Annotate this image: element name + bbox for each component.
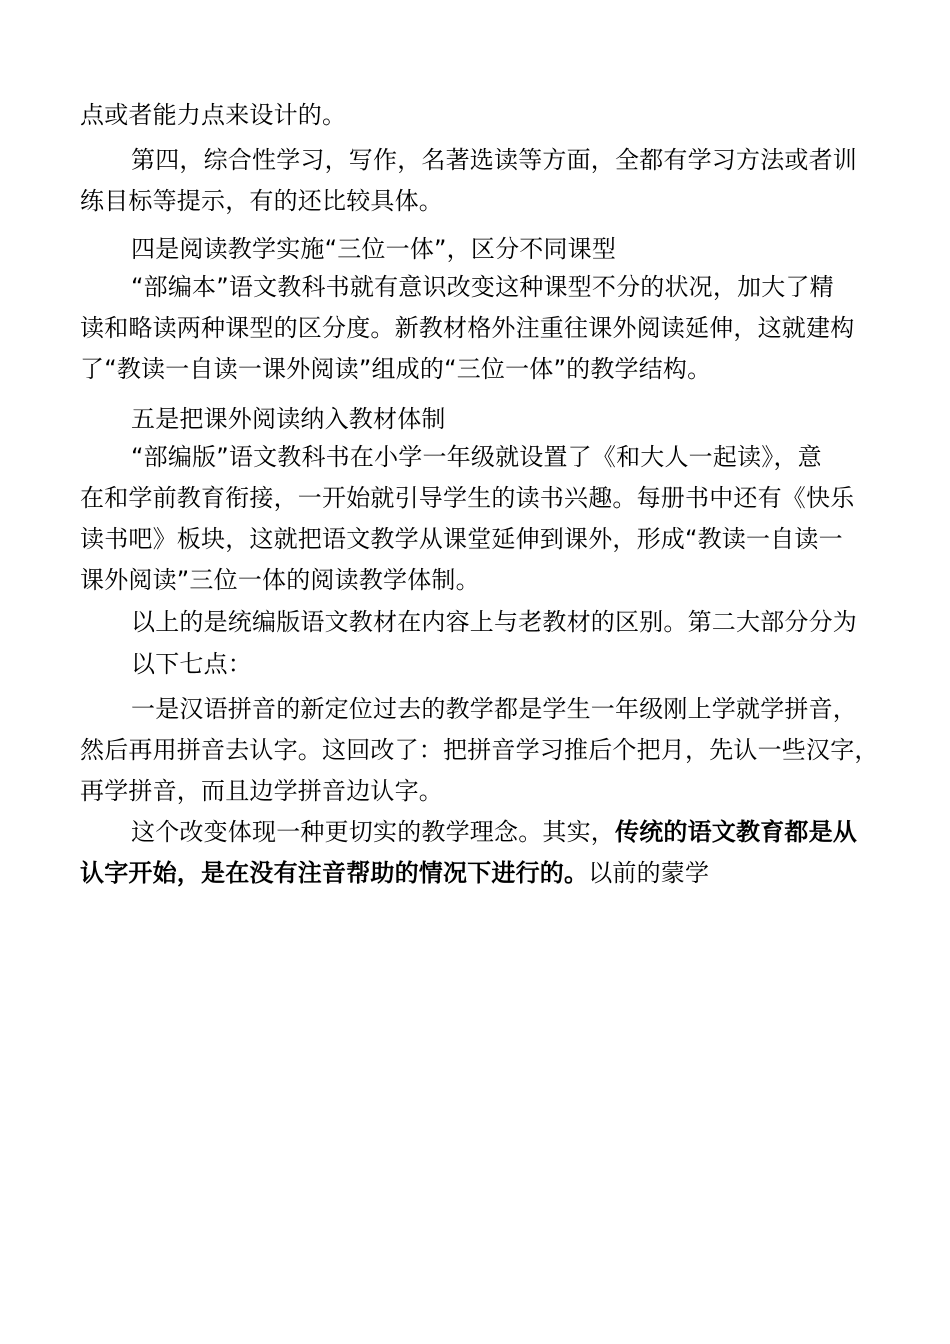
paragraph-line: “部编本”语文教科书就有意识改变这种课型不分的状况，加大了精 [131, 273, 834, 301]
paragraph-line: 以下七点： [131, 650, 252, 678]
paragraph-line: 了“教读一自读一课外阅读”组成的“三位一体”的教学结构。 [80, 355, 712, 383]
section-heading: 四是阅读教学实施“三位一体”，区分不同课型 [131, 235, 617, 263]
paragraph-line: 第四，综合性学习，写作，名著选读等方面，全都有学习方法或者训 [131, 146, 857, 174]
bold-text: 传统的语文教育都是从 [615, 818, 857, 846]
paragraph-line: 读和略读两种课型的区分度。新教材格外注重往课外阅读延伸，这就建构 [80, 314, 855, 342]
normal-text: 以前的蒙学 [588, 859, 710, 887]
paragraph-line [131, 815, 881, 849]
normal-text: 这个改变体现一种更切实的教学理念。其实， [131, 818, 615, 846]
paragraph-line: 然后再用拼音去认字。这回改了：把拼音学习推后个把月，先认一些汉字， [80, 736, 879, 764]
paragraph-line: 读书吧》板块，这就把语文教学从课堂延伸到课外，形成“教读一自读一 [80, 525, 843, 553]
paragraph-line: 一是汉语拼音的新定位过去的教学都是学生一年级刚上学就学拼音， [131, 695, 857, 723]
bold-text: 认字开始，是在没有注音帮助的情况下进行的。 [80, 859, 589, 887]
paragraph-line: 课外阅读”三位一体的阅读教学体制。 [80, 566, 480, 594]
paragraph-line: 练目标等提示，有的还比较具体。 [80, 187, 443, 215]
section-heading: 五是把课外阅读纳入教材体制 [131, 405, 446, 433]
paragraph-line [80, 856, 880, 890]
paragraph-line: “部编版”语文教科书在小学一年级就设置了《和大人一起读》，意 [131, 443, 822, 471]
paragraph-line: 在和学前教育衔接，一开始就引导学生的读书兴趣。每册书中还有《快乐 [80, 484, 855, 512]
paragraph-line: 以上的是统编版语文教材在内容上与老教材的区别。第二大部分分为 [131, 608, 857, 636]
paragraph-line: 点或者能力点来设计的。 [80, 101, 347, 129]
paragraph-line: 再学拼音，而且边学拼音边认字。 [80, 777, 443, 805]
